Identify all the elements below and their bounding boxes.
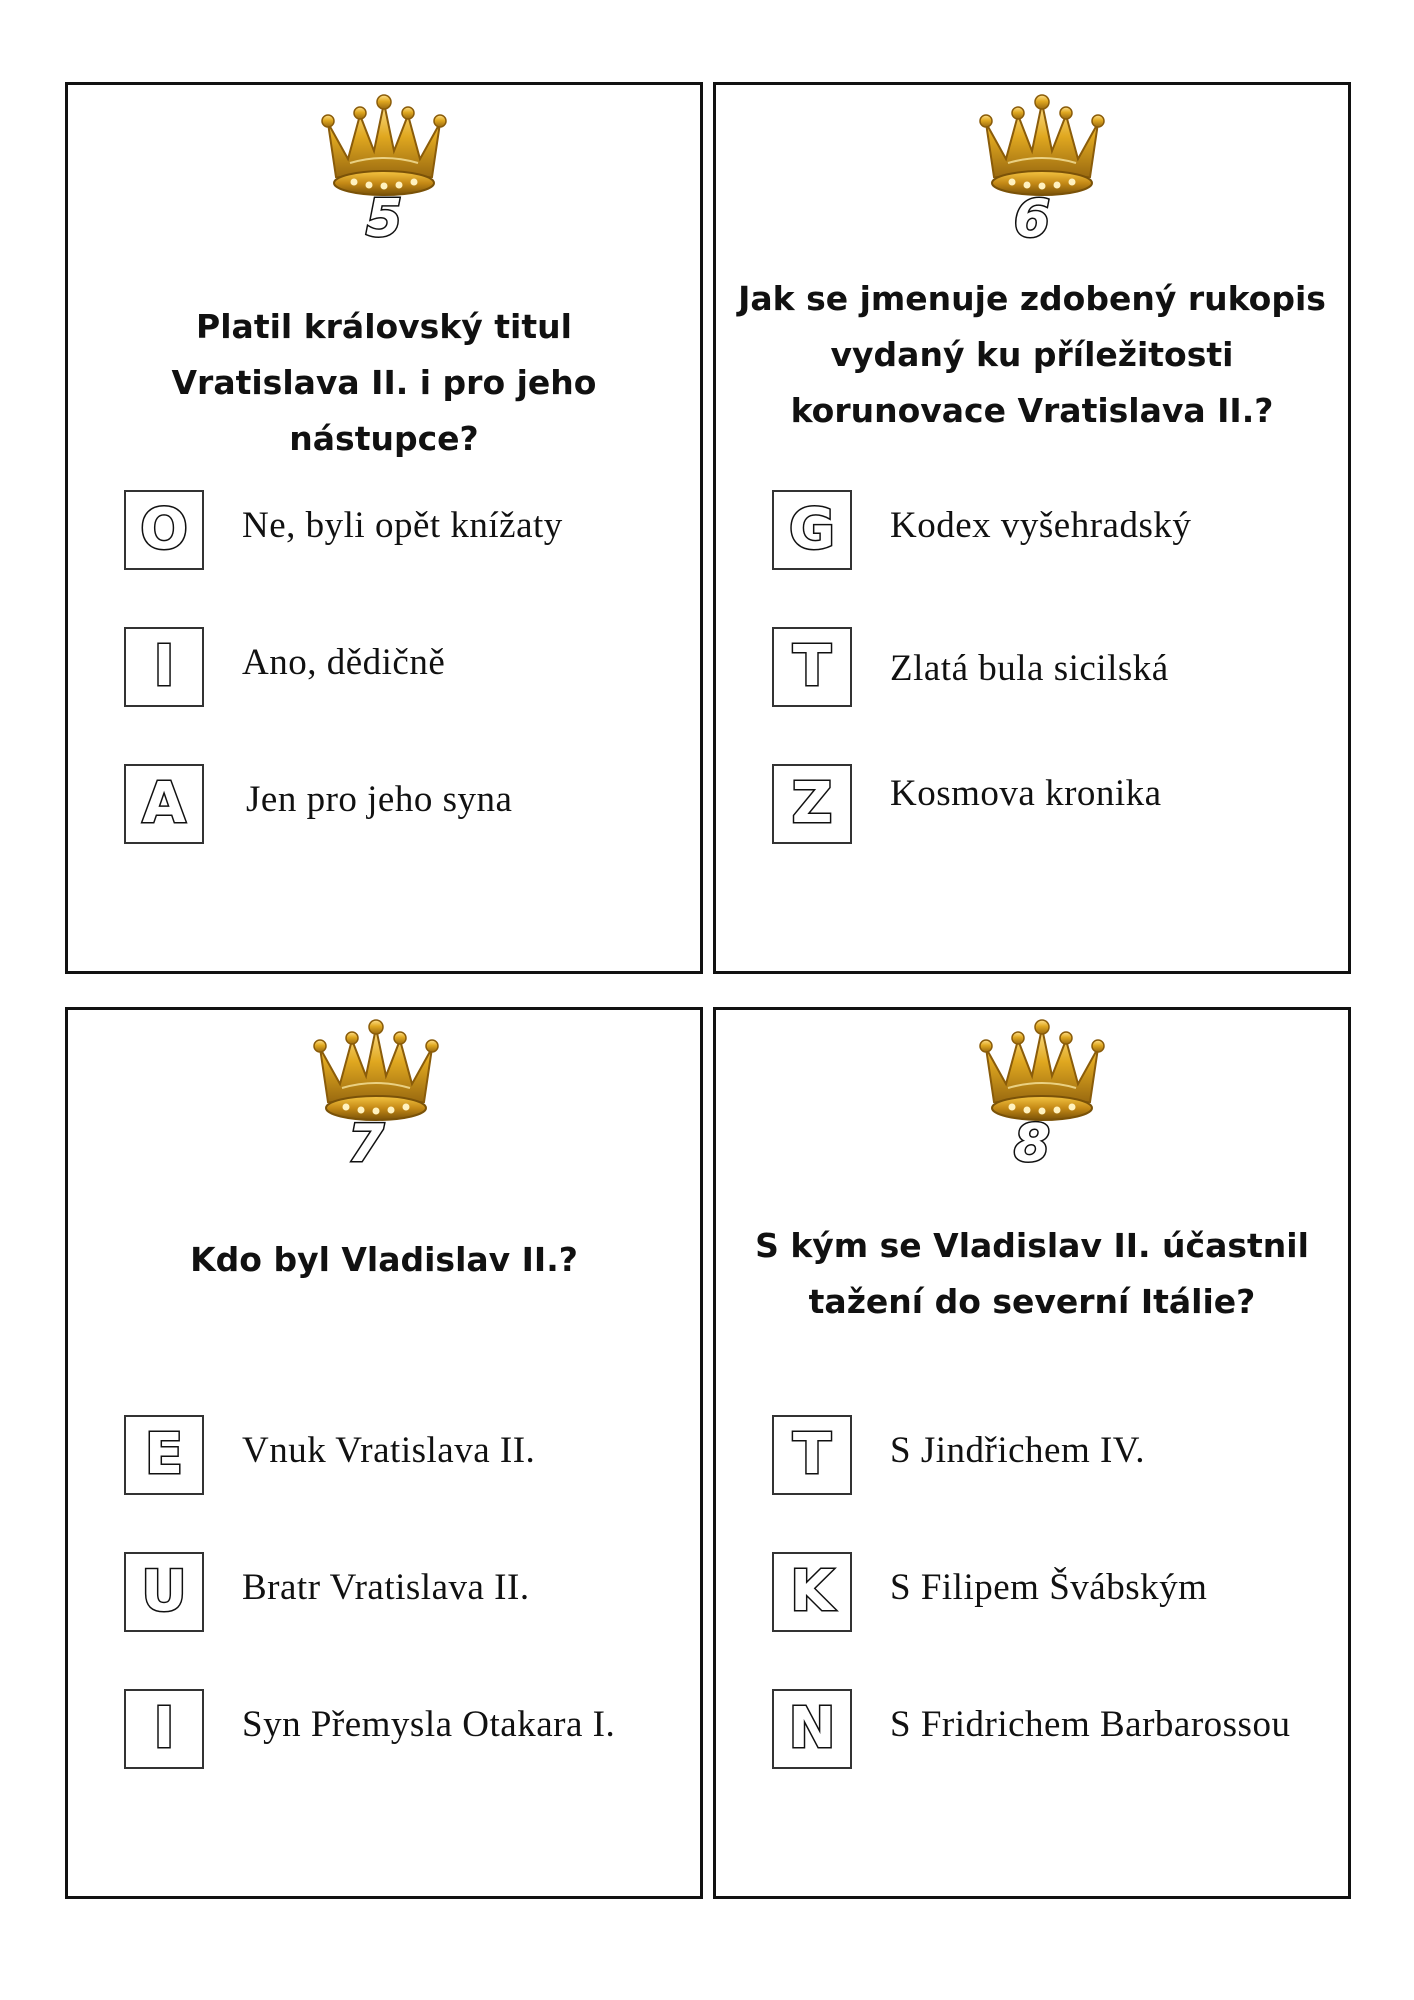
answer-text: Syn Přemysla Otakara I. [242, 1704, 616, 1745]
answer-option[interactable] [716, 1689, 1348, 1775]
question-card-8 [713, 1007, 1351, 1899]
answer-option[interactable] [716, 627, 1348, 713]
question-card-5 [65, 82, 703, 974]
answer-text: S Fridrichem Barbarossou [890, 1704, 1291, 1745]
option-letter: O [140, 497, 188, 562]
answer-option[interactable] [716, 1415, 1348, 1501]
answer-text: Zlatá bula sicilská [890, 648, 1169, 689]
answer-text: Kodex vyšehradský [890, 505, 1192, 546]
question-card-6 [713, 82, 1351, 974]
option-letter: K [790, 1559, 834, 1624]
question-text: Jak se jmenuje zdobený rukopis vydaný ku příležitosti korunovace Vratislava II.? [738, 279, 1326, 430]
answer-text: Jen pro jeho syna [246, 779, 513, 820]
letter-box [124, 1415, 204, 1495]
option-letter: A [142, 771, 186, 836]
letter-box [772, 1552, 852, 1632]
answer-text: Ano, dědičně [242, 642, 446, 683]
card-number: 6 [1013, 189, 1051, 249]
option-letter: U [141, 1559, 187, 1624]
crown-icon [306, 1018, 446, 1128]
option-letter: G [789, 497, 835, 562]
option-letter: E [144, 1422, 184, 1487]
letter-box [772, 627, 852, 707]
crown-icon [314, 93, 454, 203]
answer-text: S Filipem Švábským [890, 1567, 1208, 1608]
letter-box [772, 1415, 852, 1495]
answer-text: Kosmova kronika [890, 773, 1162, 814]
crown-icon [972, 1018, 1112, 1128]
answer-option[interactable] [68, 1689, 700, 1775]
option-letter: I [153, 1696, 175, 1761]
letter-box [772, 1689, 852, 1769]
letter-box [124, 1552, 204, 1632]
letter-box [772, 764, 852, 844]
answer-option[interactable] [716, 1552, 1348, 1638]
option-letter: T [792, 1422, 832, 1487]
question-card-7 [65, 1007, 703, 1899]
answer-text: S Jindřichem IV. [890, 1430, 1146, 1471]
answer-option[interactable] [68, 764, 700, 850]
option-letter: T [792, 634, 832, 699]
option-letter: I [153, 634, 175, 699]
answer-option[interactable] [68, 490, 700, 576]
answer-option[interactable] [716, 490, 1348, 576]
answer-text: Ne, byli opět knížaty [242, 505, 563, 546]
letter-box [124, 490, 204, 570]
answer-option[interactable] [68, 1552, 700, 1638]
question-text: Kdo byl Vladislav II.? [190, 1240, 578, 1279]
crown-icon [972, 93, 1112, 203]
answer-option[interactable] [68, 1415, 700, 1501]
answer-option[interactable] [716, 764, 1348, 850]
question-text: S kým se Vladislav II. účastnil tažení do severní Itálie? [755, 1226, 1309, 1321]
card-number: 7 [347, 1114, 385, 1174]
option-letter: N [788, 1696, 836, 1761]
card-number: 8 [1013, 1114, 1051, 1174]
answer-option[interactable] [68, 627, 700, 713]
option-letter: Z [791, 771, 833, 836]
letter-box [124, 764, 204, 844]
question-text: Platil královský titul Vratislava II. i pro jeho nástupce? [171, 307, 597, 458]
letter-box [124, 627, 204, 707]
answer-text: Bratr Vratislava II. [242, 1567, 530, 1608]
letter-box [124, 1689, 204, 1769]
answer-text: Vnuk Vratislava II. [242, 1430, 536, 1471]
card-number: 5 [365, 189, 403, 249]
letter-box [772, 490, 852, 570]
